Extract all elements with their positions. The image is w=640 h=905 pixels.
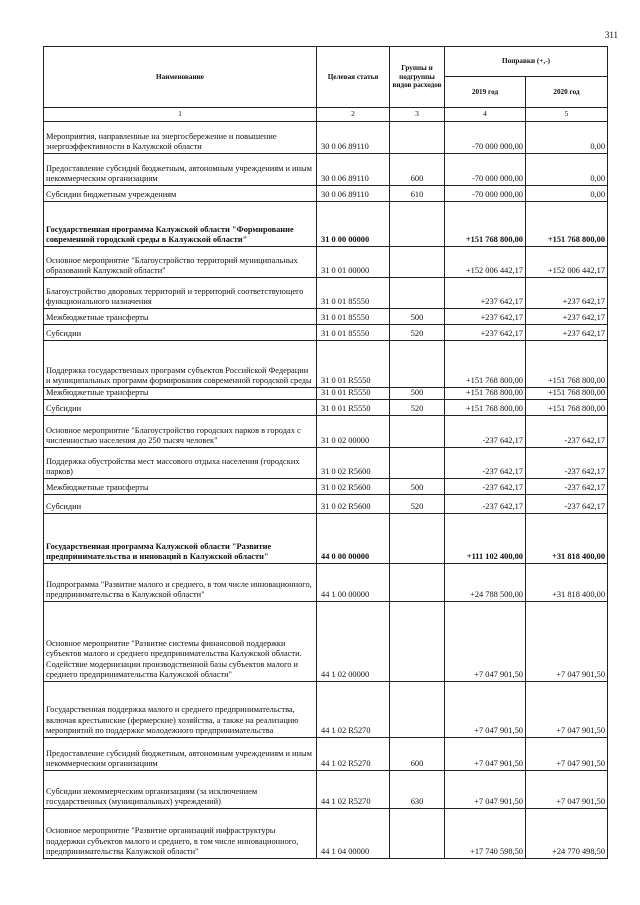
table-row: [44, 738, 608, 771]
row-amount-2019: +7 047 901,50: [445, 738, 526, 771]
row-expense-group: [390, 202, 445, 247]
row-amount-2020: 0,00: [526, 186, 608, 202]
row-amount-2020: +152 006 442,17: [526, 247, 608, 278]
row-name: Поддержка государственных программ субъектов Российской Федерации и муниципальных программ формирования современной городской среды: [44, 341, 317, 388]
header-target: Целевая статья: [317, 47, 390, 108]
table-row: [44, 809, 608, 859]
row-amount-2020: +237 642,17: [526, 325, 608, 341]
col-number: 4: [445, 108, 526, 122]
row-amount-2020: +24 770 498,50: [526, 809, 608, 859]
row-amount-2019: +237 642,17: [445, 278, 526, 309]
row-amount-2019: -237 642,17: [445, 479, 526, 495]
page-number: 311: [604, 30, 618, 40]
table-row: [44, 771, 608, 809]
row-amount-2020: +7 047 901,50: [526, 771, 608, 809]
table-row: [44, 341, 608, 388]
row-name: Межбюджетные трансферты: [44, 309, 317, 325]
row-name: Межбюджетные трансферты: [44, 479, 317, 495]
row-amount-2019: +237 642,17: [445, 309, 526, 325]
row-amount-2020: +237 642,17: [526, 309, 608, 325]
row-amount-2020: +151 768 800,00: [526, 400, 608, 416]
table-row: [44, 325, 608, 341]
row-amount-2020: +237 642,17: [526, 278, 608, 309]
row-target-code: 31 0 01 85550: [317, 278, 390, 309]
row-amount-2019: +151 768 800,00: [445, 388, 526, 400]
row-name: Государственная программа Калужской области "Развитие предпринимательства и инноваций в Калужской области": [44, 514, 317, 564]
row-expense-group: 600: [390, 738, 445, 771]
row-amount-2020: -237 642,17: [526, 416, 608, 448]
row-name: Основное мероприятие "Благоустройство городских парков в городах с численностью населения до 250 тысяч человек": [44, 416, 317, 448]
table-row: [44, 514, 608, 564]
row-name: Субсидии: [44, 495, 317, 514]
table-row: [44, 186, 608, 202]
row-amount-2019: +111 102 400,00: [445, 514, 526, 564]
row-expense-group: [390, 514, 445, 564]
row-target-code: 31 0 01 00000: [317, 247, 390, 278]
budget-table: [43, 46, 608, 859]
row-expense-group: [390, 416, 445, 448]
row-name: Государственная поддержка малого и среднего предпринимательства, включая крестьянские (фермерские) хозяйства, а также на реализацию мероприятий по поддержке молодежного предпринимательства: [44, 682, 317, 738]
row-expense-group: 520: [390, 325, 445, 341]
table-row: [44, 479, 608, 495]
row-expense-group: [390, 122, 445, 154]
row-target-code: 44 1 04 00000: [317, 809, 390, 859]
row-target-code: 31 0 01 R5550: [317, 341, 390, 388]
row-name: Субсидии: [44, 400, 317, 416]
row-name: Государственная программа Калужской области "Формирование современной городской среды в Калужской области": [44, 202, 317, 247]
row-amount-2020: +7 047 901,50: [526, 682, 608, 738]
row-expense-group: 520: [390, 495, 445, 514]
row-expense-group: [390, 278, 445, 309]
row-expense-group: 500: [390, 309, 445, 325]
header-2019: 2019 год: [445, 77, 526, 108]
header-amendments: Поправки (+,-): [445, 47, 608, 77]
row-expense-group: 630: [390, 771, 445, 809]
row-expense-group: 500: [390, 479, 445, 495]
row-name: Подпрограмма "Развитие малого и среднего, в том числе инновационного, предпринимательства в Калужской области": [44, 564, 317, 602]
row-amount-2020: 0,00: [526, 154, 608, 186]
row-amount-2020: +31 818 400,00: [526, 564, 608, 602]
row-expense-group: [390, 564, 445, 602]
table-row: [44, 388, 608, 400]
row-expense-group: [390, 341, 445, 388]
row-name: Основное мероприятие "Развитие организаций инфраструктуры поддержки субъектов малого и среднего, в том числе инновационного, предпринимательства Калужской области": [44, 809, 317, 859]
table-row: [44, 448, 608, 479]
row-target-code: 30 0 06 89110: [317, 154, 390, 186]
row-amount-2019: +237 642,17: [445, 325, 526, 341]
table-row: [44, 416, 608, 448]
row-amount-2019: -70 000 000,00: [445, 186, 526, 202]
table-row: [44, 278, 608, 309]
row-target-code: 44 1 02 00000: [317, 602, 390, 682]
row-target-code: 31 0 01 R5550: [317, 400, 390, 416]
row-target-code: 44 1 02 R5270: [317, 771, 390, 809]
table-row: [44, 564, 608, 602]
table-row: [44, 682, 608, 738]
row-target-code: 44 1 00 00000: [317, 564, 390, 602]
row-name: Предоставление субсидий бюджетным, автономным учреждениям и иным некоммерческим организациям: [44, 738, 317, 771]
row-target-code: 44 1 02 R5270: [317, 682, 390, 738]
row-target-code: 30 0 06 89110: [317, 122, 390, 154]
row-target-code: 44 0 00 00000: [317, 514, 390, 564]
row-target-code: 44 1 02 R5270: [317, 738, 390, 771]
row-name: Субсидии бюджетным учреждениям: [44, 186, 317, 202]
row-expense-group: [390, 602, 445, 682]
row-target-code: 31 0 02 R5600: [317, 495, 390, 514]
row-amount-2019: +7 047 901,50: [445, 682, 526, 738]
row-name: Благоустройство дворовых территорий и территорий соответствующего функционального назначения: [44, 278, 317, 309]
row-target-code: 31 0 02 00000: [317, 416, 390, 448]
row-amount-2019: +7 047 901,50: [445, 602, 526, 682]
row-target-code: 31 0 00 00000: [317, 202, 390, 247]
row-expense-group: [390, 448, 445, 479]
row-expense-group: [390, 247, 445, 278]
row-expense-group: [390, 682, 445, 738]
table-row: [44, 400, 608, 416]
row-amount-2019: -237 642,17: [445, 416, 526, 448]
row-amount-2020: +31 818 400,00: [526, 514, 608, 564]
row-amount-2020: +151 768 800,00: [526, 202, 608, 247]
row-amount-2019: +151 768 800,00: [445, 400, 526, 416]
row-name: Мероприятия, направленные на энергосбережение и повышение энергоэффективности в Калужской области: [44, 122, 317, 154]
row-amount-2019: +24 788 500,00: [445, 564, 526, 602]
table-row: [44, 154, 608, 186]
row-name: Предоставление субсидий бюджетным, автономным учреждениям и иным некоммерческим организациям: [44, 154, 317, 186]
row-name: Поддержка обустройства мест массового отдыха населения (городских парков): [44, 448, 317, 479]
row-expense-group: 610: [390, 186, 445, 202]
table-row: [44, 247, 608, 278]
row-expense-group: 500: [390, 388, 445, 400]
row-target-code: 31 0 01 85550: [317, 325, 390, 341]
row-name: Основное мероприятие "Развитие системы финансовой поддержки субъектов малого и среднего предпринимательства Калужской области. Содействие модернизации производственной базы субъектов малого и среднего предпринимательства Калужской области": [44, 602, 317, 682]
row-amount-2019: +151 768 800,00: [445, 202, 526, 247]
row-name: Субсидии некоммерческим организациям (за исключением государственных (муниципальных) учреждений): [44, 771, 317, 809]
row-amount-2020: +151 768 800,00: [526, 341, 608, 388]
row-amount-2019: -237 642,17: [445, 448, 526, 479]
col-number: 2: [317, 108, 390, 122]
row-amount-2019: +7 047 901,50: [445, 771, 526, 809]
row-amount-2020: -237 642,17: [526, 495, 608, 514]
header-groups: Группы и подгруппы видов расходов: [390, 47, 445, 108]
header-name: Наименование: [44, 47, 317, 108]
row-amount-2019: -70 000 000,00: [445, 154, 526, 186]
row-target-code: 31 0 01 85550: [317, 309, 390, 325]
table-row: [44, 122, 608, 154]
row-target-code: 31 0 02 R5600: [317, 448, 390, 479]
row-amount-2019: +152 006 442,17: [445, 247, 526, 278]
row-name: Субсидии: [44, 325, 317, 341]
row-amount-2019: +151 768 800,00: [445, 341, 526, 388]
row-target-code: 31 0 01 R5550: [317, 388, 390, 400]
table-row: [44, 202, 608, 247]
row-name: Основное мероприятие "Благоустройство территорий муниципальных образований Калужской области": [44, 247, 317, 278]
row-expense-group: 600: [390, 154, 445, 186]
row-name: Межбюджетные трансферты: [44, 388, 317, 400]
col-number: 5: [526, 108, 608, 122]
row-target-code: 30 0 06 89110: [317, 186, 390, 202]
row-amount-2019: -70 000 000,00: [445, 122, 526, 154]
header-2020: 2020 год: [526, 77, 608, 108]
row-amount-2019: -237 642,17: [445, 495, 526, 514]
row-amount-2020: +151 768 800,00: [526, 388, 608, 400]
row-target-code: 31 0 02 R5600: [317, 479, 390, 495]
row-amount-2020: 0,00: [526, 122, 608, 154]
col-number: 3: [390, 108, 445, 122]
row-expense-group: 520: [390, 400, 445, 416]
row-amount-2020: -237 642,17: [526, 479, 608, 495]
row-amount-2020: -237 642,17: [526, 448, 608, 479]
col-number: 1: [44, 108, 317, 122]
row-amount-2019: +17 740 598,50: [445, 809, 526, 859]
table-row: [44, 495, 608, 514]
table-row: [44, 602, 608, 682]
row-amount-2020: +7 047 901,50: [526, 602, 608, 682]
row-amount-2020: +7 047 901,50: [526, 738, 608, 771]
row-expense-group: [390, 809, 445, 859]
table-row: [44, 309, 608, 325]
